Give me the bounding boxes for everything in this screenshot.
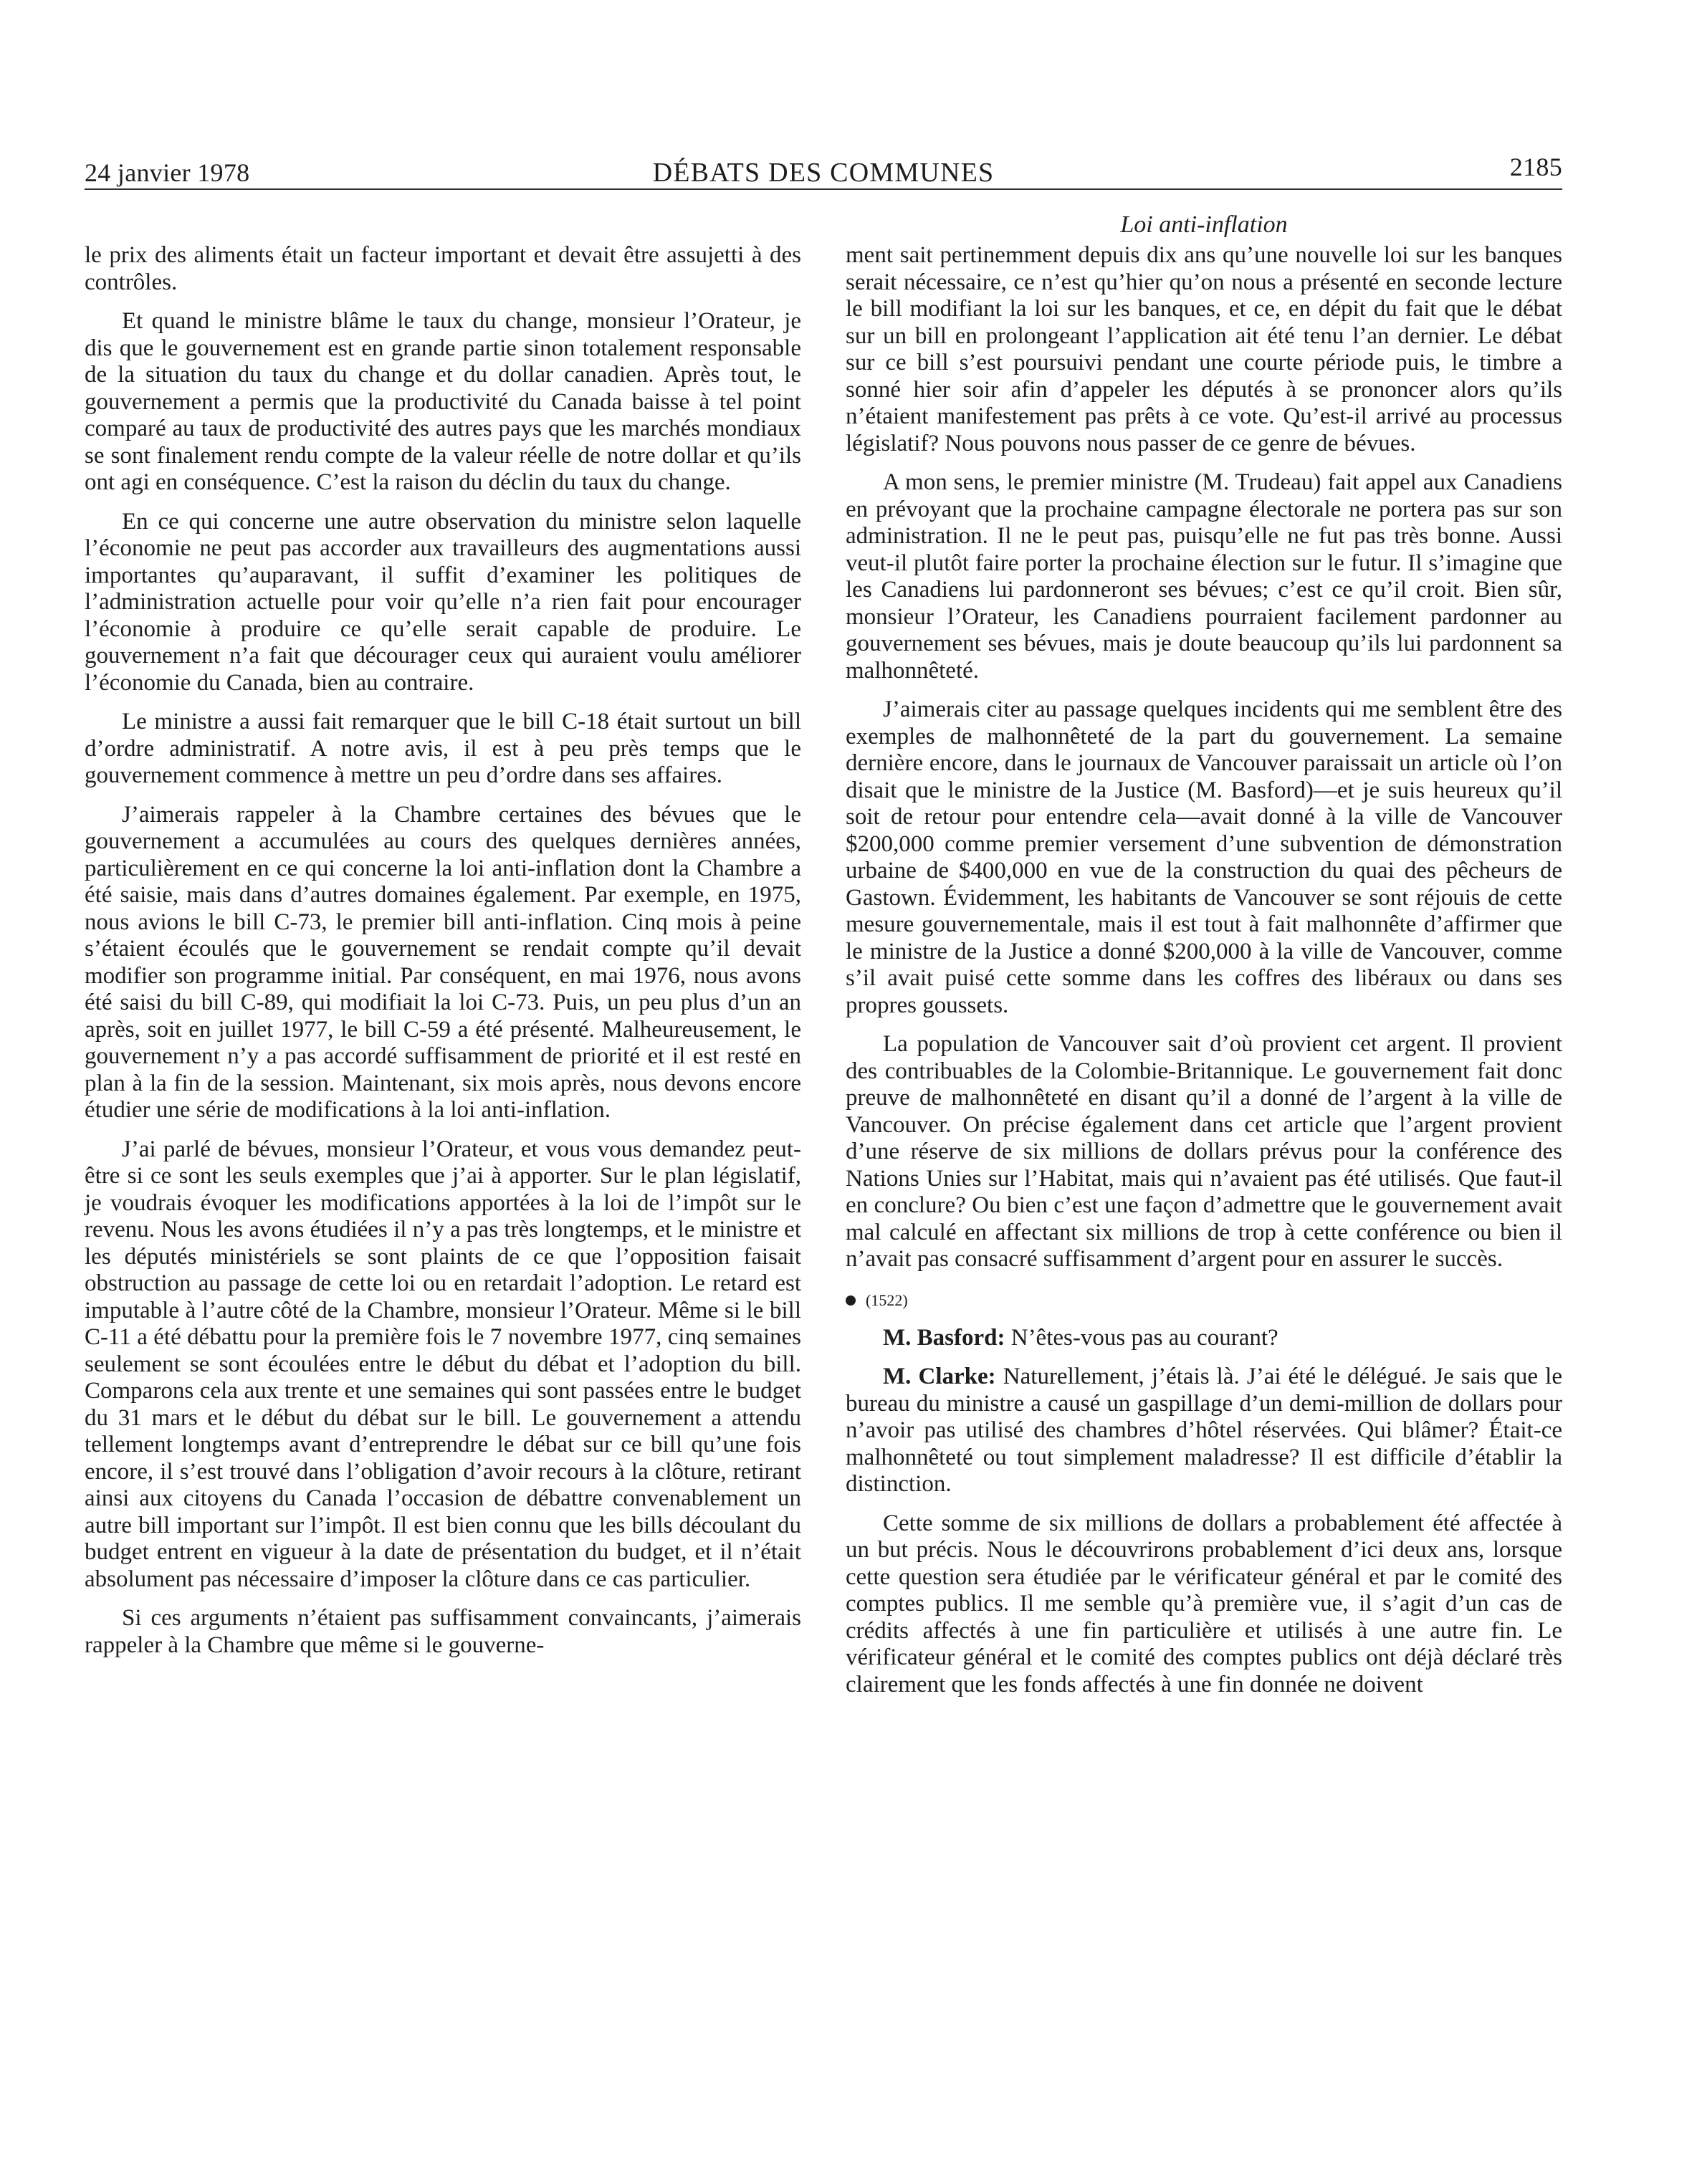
speech-text: Naturellement, j’étais là. J’ai été le délégué. Je sais que le bureau du ministre a causé un gaspillage d’un demi-million de dollars pour n’avoir pas utilisé des chambres d’hôtel réservées. Qui blâmer? Était-ce malhonnêteté ou tout simplement maladresse? Il est difficile d’établir la distinction. [846, 1364, 1562, 1497]
header-date: 24 janvier 1978 [85, 158, 250, 187]
speaker-name: M. Basford: [883, 1324, 1005, 1351]
paragraph: A mon sens, le premier ministre (M. Trudeau) fait appel aux Canadiens en prévoyant que la prochaine campagne électorale ne portera pas sur son administration. Il ne le peut pas, puisqu’elle ne fut pas très bonne. Aussi veut-il plutôt faire porter la prochaine élection sur le futur. Il s’imagine que les Canadiens lui pardonneront ses bévues; c’est ce qu’il croit. Bien sûr, monsieur l’Orateur, les Canadiens pourraient facilement pardonner au gouvernement ses bévues, mais je doute beaucoup qu’ils lui pardonnent sa malhonnêteté. [846, 469, 1562, 684]
right-column [846, 242, 1562, 1710]
speech-text: N’êtes-vous pas au courant? [1005, 1324, 1278, 1351]
paragraph: La population de Vancouver sait d’où provient cet argent. Il provient des contribuables de la Colombie-Britannique. Le gouvernement fait donc preuve de malhonnêteté en disant qu’il a donné de l’argent à la ville de Vancouver. On précise également dans cet article que l’argent provient d’une réserve de six millions de dollars prévus pour la conférence des Nations Unies sur l’Habitat, mais qui n’avaient pas été utilisés. Que faut-il en conclure? Ou bien c’est une façon d’admettre que le gouvernement avait mal calculé en affectant six millions de trop à cette conférence ou bien il n’avait pas consacré suffisamment d’argent pour en assurer le succès. [846, 1031, 1562, 1272]
paragraph: En ce qui concerne une autre observation du ministre selon laquelle l’économie ne peut pas accorder aux travailleurs des augmentations aussi importantes qu’auparavant, il suffit d’examiner les politiques de l’administration actuelle pour voir qu’elle n’a rien fait pour encourager l’économie à produire ce qu’elle serait capable de produire. Le gouvernement n’a fait que décourager ceux qui auraient voulu améliorer l’économie du Canada, bien au contraire. [85, 508, 801, 696]
speech-basford [846, 1325, 1562, 1352]
paragraph: Le ministre a aussi fait remarquer que le bill C-18 était surtout un bill d’ordre administratif. A notre avis, il est à peu près temps que le gouvernement commence à mettre un peu d’ordre dans ses affaires. [85, 709, 801, 788]
running-subject: Loi anti-inflation [1120, 211, 1288, 238]
paragraph: J’aimerais citer au passage quelques incidents qui me semblent être des exemples de malhonnêteté de la part du gouvernement. La semaine dernière encore, dans le journaux de Vancouver paraissait un article où l’on disait que le ministre de la Justice (M. Basford)—et je suis heureux qu’il soit de retour pour entendre cela—avait donné à la ville de Vancouver $200,000 comme premier versement d’une subvention de démonstration urbaine de $400,000 en vue de la construction du quai des pêcheurs de Gastown. Évidemment, les habitants de Vancouver se sont réjouis de cette mesure gouvernementale, mais il est tout à fait malhonnête d’affirmer que le ministre de la Justice a donné $200,000 à la ville de Vancouver, comme s’il avait puisé cette somme dans les coffres des libéraux ou dans ses propres goussets. [846, 696, 1562, 1018]
header-title: DÉBATS DES COMMUNES [652, 158, 995, 188]
page-header [85, 155, 1562, 191]
paragraph: Si ces arguments n’étaient pas suffisamment convaincants, j’aimerais rappeler à la Chambre que même si le gouverne- [85, 1605, 801, 1658]
paragraph: J’ai parlé de bévues, monsieur l’Orateur, et vous vous demandez peut-être si ce sont les seuls exemples que j’ai à apporter. Sur le plan législatif, je voudrais évoquer les modifications apportées à la loi de l’impôt sur le revenu. Nous les avons étudiées il n’y a pas très longtemps, et le ministre et les députés ministériels se sont plaints de ce que l’opposition faisait obstruction au passage de cette loi ou en retardait l’adoption. Le retard est imputable à l’autre côté de la Chambre, monsieur l’Orateur. Même si le bill C-11 a été débattu pour la première fois le 7 novembre 1977, cinq semaines seulement se sont écoulées entre le début du débat et l’adoption du bill. Comparons cela aux trente et une semaines qui sont passées entre le budget du 31 mars et le début du débat sur le bill. Le gouvernement a attendu tellement longtemps avant d’entreprendre le débat sur ce bill qu’une fois encore, il s’est trouvé dans l’obligation d’avoir recours à la clôture, retirant ainsi aux citoyens du Canada l’occasion de débattre convenablement un autre bill important sur l’impôt. Il est bien connu que les bills découlant du budget entrent en vigueur à la date de présentation du budget, et il n’était absolument pas nécessaire d’imposer la clôture dans ce cas particulier. [85, 1136, 801, 1592]
paragraph: le prix des aliments était un facteur important et devait être assujetti à des contrôles. [85, 242, 801, 295]
paragraph: J’aimerais rappeler à la Chambre certaines des bévues que le gouvernement a accumulées au cours des quelques dernières années, particulièrement en ce qui concerne la loi anti-inflation dont la Chambre a été saisie, mais dans d’autres domaines également. Par exemple, en 1975, nous avions le bill C-73, le premier bill anti-inflation. Cinq mois à peine s’étaient écoulés que le gouvernement se rendait compte qu’il devait modifier son programme initial. Par conséquent, en mai 1976, nous avons été saisi du bill C-89, qui modifiait la loi C-73. Puis, un peu plus d’un an après, soit en juillet 1977, le bill C-59 a été présenté. Malheureusement, le gouvernement n’y a pas accordé suffisamment de priorité et il est resté en plan à la fin de la session. Maintenant, six mois après, nous devons encore étudier une série de modifications à la loi anti-inflation. [85, 801, 801, 1123]
speech-clarke [846, 1364, 1562, 1498]
bullet-icon [846, 1295, 856, 1306]
paragraph: Cette somme de six millions de dollars a probablement été affectée à un but précis. Nous le découvrirons probablement d’ici deux ans, lorsque cette question sera étudiée par le vérificateur général et par le comité des comptes publics. Il me semble qu’à première vue, il s’agit d’un cas de crédits affectés à une fin particulière et utilisés à une autre fin. Le vérificateur général et le comité des comptes publics ont déjà déclaré très clairement que les fonds affectés à une fin donnée ne doivent [846, 1510, 1562, 1697]
paragraph: Et quand le ministre blâme le taux du change, monsieur l’Orateur, je dis que le gouvernement est en grande partie sinon totalement responsable de la situation du taux du change et du dollar canadien. Après tout, le gouvernement a permis que la productivité du Canada baisse à tel point comparé au taux de productivité des autres pays que les marchés mondiaux se sont finalement rendu compte de la valeur réelle de notre dollar et qu’ils ont agi en conséquence. C’est la raison du déclin du taux du change. [85, 308, 801, 495]
time-marker [846, 1290, 1562, 1311]
paragraph: ment sait pertinemment depuis dix ans qu’une nouvelle loi sur les banques serait nécessaire, ce n’est qu’hier qu’on nous a présenté en seconde lecture le bill modifiant la loi sur les banques, et ce, en dépit du fait que le débat sur un bill en prolongeant l’application ait été tenu l’an dernier. Le débat sur ce bill s’est poursuivi pendant une courte période puis, le timbre a sonné hier soir afin d’appeler les députés à se prononcer alors qu’ils n’étaient manifestement pas prêts à ce vote. Qu’est-il arrivé au processus législatif? Nous pouvons nous passer de ce genre de bévues. [846, 242, 1562, 456]
page-number: 2185 [1509, 153, 1562, 181]
time-marker-text: (1522) [866, 1290, 908, 1309]
header-rule [85, 188, 1562, 190]
speaker-name: M. Clarke: [883, 1364, 996, 1389]
left-column [85, 242, 801, 1671]
